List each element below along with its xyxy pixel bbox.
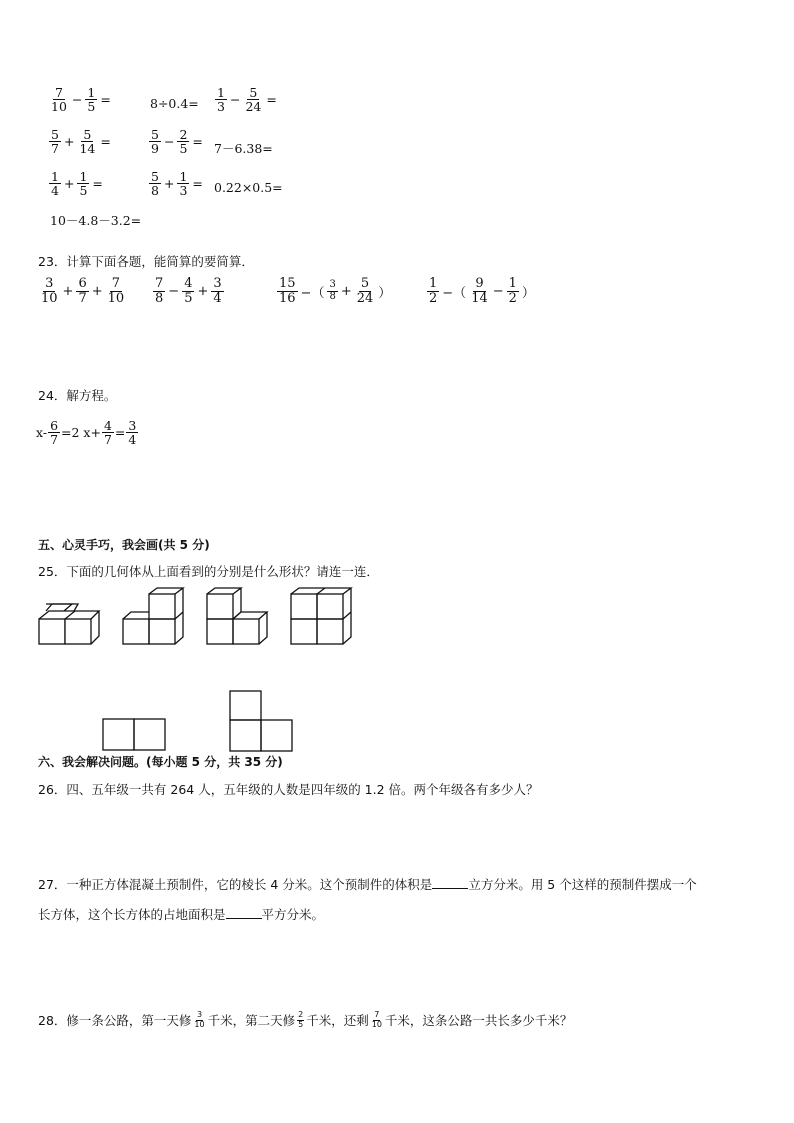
q26-text: 26．四、五年级一共有 264 人，五年级的人数是四年级的 1.2 倍。两个年级各有多少人？: [38, 782, 539, 797]
solid-figure-3: [206, 587, 268, 645]
math-operator: +: [197, 283, 209, 299]
calc-r2c2: [148, 128, 205, 155]
fraction-numerator: 5: [360, 276, 370, 291]
fraction-denominator: 5: [179, 141, 188, 157]
q27-answer-blank-2[interactable]: [226, 906, 262, 919]
fraction: [77, 128, 97, 155]
math-operator: =: [92, 176, 103, 192]
fraction: [355, 277, 376, 305]
fraction-numerator: 4: [184, 276, 193, 291]
fraction-denominator: 24: [245, 99, 262, 115]
fraction-numerator: 3: [196, 1010, 203, 1020]
calc-r1c2: 8÷0.4=: [150, 96, 199, 111]
math-operator: +: [91, 283, 103, 299]
fraction-numerator: 7: [374, 1010, 380, 1020]
fraction: [177, 170, 189, 197]
calc-r2c1: [48, 128, 113, 155]
math-operator: =: [100, 92, 111, 108]
fraction-numerator: 6: [50, 418, 59, 433]
fraction: [243, 86, 263, 113]
q23-title: 23．计算下面各题，能简算的要简算．: [38, 254, 254, 269]
fraction-denominator: 5: [298, 1019, 304, 1029]
fraction-numerator: 3: [213, 276, 222, 291]
fraction-numerator: 5: [151, 169, 159, 184]
fraction-numerator: 2: [179, 127, 188, 142]
fraction-denominator: 2: [508, 290, 517, 306]
fraction-numerator: 1: [179, 169, 188, 184]
fraction-numerator: 1: [429, 276, 438, 291]
math-operator: =: [192, 134, 203, 150]
fraction-numerator: 5: [151, 127, 159, 142]
math-operator: x-: [36, 425, 48, 441]
fraction: [77, 170, 89, 197]
fraction-numerator: 15: [279, 276, 296, 291]
fraction-denominator: 4: [213, 290, 222, 306]
fraction: [39, 277, 60, 305]
fraction-numerator: 5: [249, 85, 258, 100]
q24-equation: [36, 419, 139, 446]
fraction: [370, 1011, 384, 1029]
solid-figure-1: [38, 603, 100, 645]
fraction: [49, 128, 61, 155]
fraction-numerator: 3: [45, 276, 54, 291]
math-operator: =2 x+: [61, 425, 101, 441]
calc-r1c3: [214, 86, 279, 113]
math-operator: −: [71, 92, 83, 108]
q27-line-2: 长方体，这个长方体的占地面积是 平方分米。: [38, 907, 325, 922]
fraction-numerator: 1: [87, 85, 96, 100]
math-operator: −（: [442, 285, 467, 301]
fraction: [126, 419, 138, 446]
fraction: [215, 86, 227, 113]
fraction-numerator: 6: [78, 276, 87, 291]
fraction: [149, 128, 161, 155]
fraction-denominator: 7: [51, 141, 59, 157]
q25-text: 25．下面的几何体从上面看到的分别是什么形状？请连一连．: [38, 564, 379, 579]
fraction: [277, 277, 298, 305]
fraction: [102, 419, 114, 446]
q27-answer-blank-1[interactable]: [432, 876, 468, 889]
q24-title: 24．解方程。: [38, 388, 117, 403]
top-view-two-squares: [102, 718, 166, 752]
fraction-denominator: 7: [78, 290, 87, 306]
fraction: [182, 277, 194, 305]
fraction: [153, 277, 165, 305]
fraction-numerator: 7: [155, 276, 164, 291]
fraction-denominator: 14: [471, 290, 488, 306]
fraction: [106, 277, 127, 305]
math-operator: −: [229, 92, 241, 108]
q23-expression-4: [426, 277, 537, 305]
fraction-numerator: 1: [508, 276, 517, 291]
math-operator: =: [100, 134, 111, 150]
calc-r4c1: 10－4.8－3.2=: [50, 213, 142, 228]
math-operator: +: [340, 283, 352, 299]
q23-expression-2: [152, 277, 225, 305]
fraction-denominator: 8: [151, 183, 159, 199]
solid-figure-2: [122, 587, 184, 645]
fraction-denominator: 9: [151, 141, 159, 157]
fraction: [211, 277, 223, 305]
calc-r3c2: [148, 170, 205, 197]
fraction-denominator: 7: [103, 432, 112, 448]
math-operator: −: [492, 283, 504, 299]
calc-r2c3: 7－6.38=: [214, 141, 273, 156]
fraction-denominator: 7: [50, 432, 59, 448]
math-operator: ）: [378, 285, 392, 301]
fraction: [507, 277, 519, 305]
fraction-denominator: 10: [371, 1019, 382, 1029]
calc-r1c1: [48, 86, 113, 113]
fraction-numerator: 9: [475, 276, 484, 291]
fraction-denominator: 5: [79, 183, 88, 199]
q23-expression-1: [38, 277, 127, 305]
fraction: [427, 277, 439, 305]
fraction-denominator: 5: [184, 290, 193, 306]
math-operator: +: [163, 176, 175, 192]
fraction-denominator: 16: [279, 290, 296, 306]
fraction-numerator: 5: [51, 127, 59, 142]
fraction-denominator: 24: [356, 290, 374, 306]
math-operator: −（: [300, 285, 325, 301]
fraction-denominator: 4: [128, 432, 137, 448]
fraction: [48, 419, 60, 446]
fraction: [296, 1011, 305, 1029]
fraction-denominator: 10: [194, 1019, 205, 1029]
fraction: [469, 277, 490, 305]
fraction-numerator: 3: [329, 279, 336, 291]
math-operator: −: [163, 134, 175, 150]
fraction-denominator: 2: [429, 290, 438, 306]
calc-r3c3: 0.22×0.5=: [214, 180, 283, 195]
fraction-denominator: 3: [179, 183, 188, 199]
calc-r3c1: [48, 170, 105, 197]
math-operator: +: [62, 283, 74, 299]
fraction-denominator: 3: [217, 99, 225, 115]
fraction-numerator: 1: [51, 169, 59, 184]
fraction: [85, 86, 97, 113]
math-operator: −: [168, 283, 180, 299]
fraction: [177, 128, 189, 155]
q27-line-1: 27．一种正方体混凝土预制件，它的棱长 4 分米。这个预制件的体积是 立方分米。用 5 个这样的预制件摆成一个: [38, 877, 697, 892]
fraction-numerator: 3: [128, 418, 137, 433]
math-operator: =: [266, 92, 277, 108]
q28-text: 28．修一条公路，第一天修 $\frac{3}{10}$ 千米，第二天修 $\frac{2}{5}$ 千米，还剩 $\frac{7}{10}$ 千米，这条公路一共长多少千米？: [38, 1010, 573, 1029]
fraction-denominator: 4: [51, 183, 59, 199]
math-operator: =: [114, 425, 126, 441]
fraction: [192, 1011, 206, 1029]
section6-heading: 六、我会解决问题。(每小题 5 分，共 35 分): [38, 755, 283, 769]
fraction-denominator: 8: [155, 290, 164, 306]
fraction: [149, 170, 161, 197]
fraction-numerator: 4: [103, 418, 112, 433]
fraction-numerator: 1: [217, 85, 225, 100]
fraction-denominator: 10: [107, 290, 125, 306]
q23-expression-3: [276, 277, 393, 305]
fraction-denominator: 10: [41, 290, 58, 306]
fraction: [76, 277, 88, 305]
section5-heading: 五、心灵手巧，我会画(共 5 分): [38, 538, 210, 552]
fraction-numerator: 7: [111, 276, 121, 291]
fraction-numerator: 2: [298, 1010, 304, 1020]
math-operator: +: [63, 176, 75, 192]
fraction-denominator: 8: [329, 290, 336, 302]
math-operator: =: [192, 176, 203, 192]
solid-figure-4: [290, 587, 352, 645]
fraction-denominator: 5: [87, 99, 96, 115]
top-view-l-shape: [229, 690, 293, 752]
fraction-numerator: 5: [83, 127, 92, 142]
fraction-denominator: 10: [51, 99, 67, 115]
fraction-denominator: 14: [79, 141, 96, 157]
fraction: [49, 170, 61, 197]
fraction-numerator: 7: [54, 85, 63, 100]
math-operator: ）: [521, 285, 535, 301]
fraction-numerator: 1: [79, 169, 88, 184]
fraction: [49, 86, 69, 113]
fraction: [327, 280, 337, 302]
math-operator: +: [63, 134, 75, 150]
